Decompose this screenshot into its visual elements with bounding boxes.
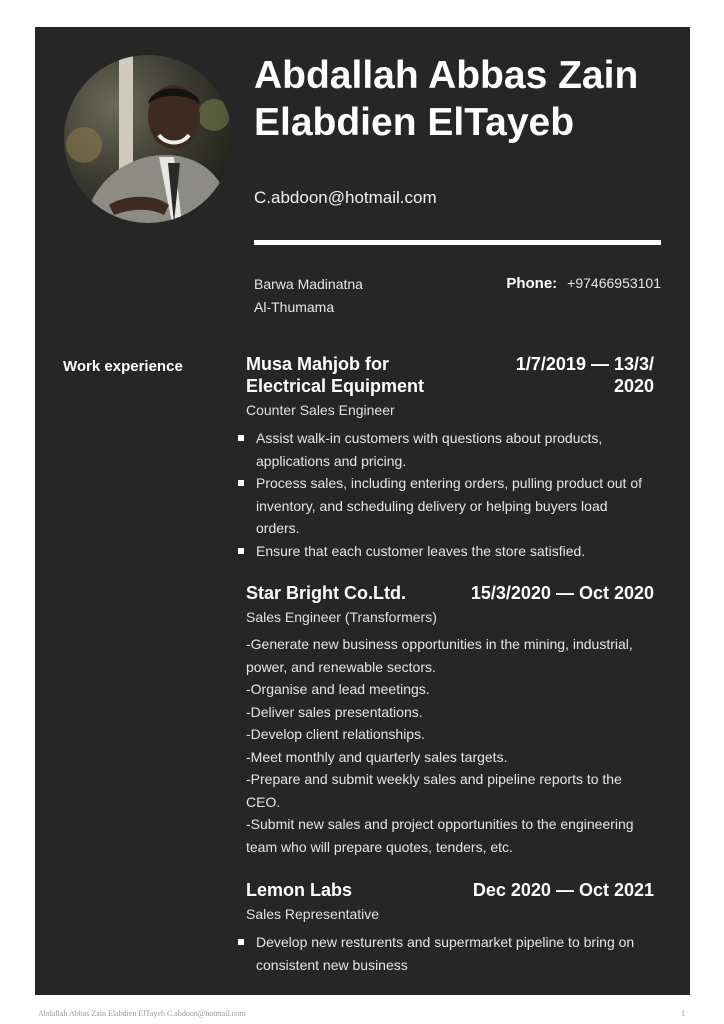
job-company: Lemon Labs: [246, 880, 353, 900]
phone-number: +97466953101: [567, 275, 661, 291]
bullet-icon: [238, 939, 244, 945]
duty-line: -Deliver sales presentations.: [246, 703, 423, 720]
resume-sheet: [35, 27, 690, 995]
phone-label: Phone:: [506, 275, 558, 292]
duty-line: -Generate new business opportunities in the mining, industrial, power, and renewable sectors.: [246, 636, 633, 675]
list-item: [246, 472, 654, 540]
section-title-work-experience: Work experience: [63, 358, 183, 375]
duty-text: Develop new resturents and supermarket pipeline to bring on consistent new business: [256, 934, 635, 973]
address-line: Al-Thumama: [254, 299, 335, 315]
duty-line: -Meet monthly and quarterly sales targets.: [246, 748, 508, 765]
bullet-icon: [238, 480, 244, 486]
profile-photo: [64, 55, 232, 223]
bullet-icon: [238, 435, 244, 441]
address-line: Barwa Madinatna: [254, 276, 363, 292]
duty-text: Process sales, including entering orders, pulling product out of inventory, and scheduling delivery or helping buyers load orders.: [256, 475, 642, 536]
job-dates: Dec 2020 — Oct 2021: [472, 880, 654, 900]
header-divider: [254, 240, 661, 245]
list-item: [246, 931, 654, 976]
duty-line: -Develop client relationships.: [246, 726, 425, 742]
job-company: Musa Mahjob for Electrical Equipment: [246, 354, 425, 396]
duty-text: Ensure that each customer leaves the store satisfied.: [256, 542, 586, 559]
bullet-icon: [238, 548, 244, 554]
phone-block: [506, 275, 661, 292]
job-duties-list: [246, 427, 654, 562]
duty-line: -Organise and lead meetings.: [246, 681, 430, 697]
page-footer-text: Abdallah Abbas Zain Elabdien ElTayeb C.abdoon@hotmail.com: [38, 1009, 246, 1018]
duty-line: -Prepare and submit weekly sales and pipeline reports to the CEO.: [246, 771, 622, 810]
job-role: Sales Representative: [246, 906, 380, 922]
duty-text: Assist walk-in customers with questions about products, applications and pricing.: [256, 430, 603, 469]
address-block: [254, 273, 363, 319]
job-company: Star Bright Co.Ltd.: [246, 583, 406, 603]
duty-line: -Submit new sales and project opportunities to the engineering team who will prepare quotes, tenders, etc.: [246, 816, 634, 855]
job-duties-list: [246, 931, 654, 976]
job-role: Counter Sales Engineer: [246, 402, 395, 418]
job-dates: 15/3/2020 — Oct 2020: [470, 583, 654, 603]
list-item: [246, 540, 654, 563]
list-item: [246, 427, 654, 472]
job-entry: [246, 582, 654, 858]
email-address: C.abdoon@hotmail.com: [254, 188, 437, 207]
job-dates: 1/7/2019 — 13/3/ 2020: [515, 354, 654, 396]
job-entry: [246, 879, 654, 976]
job-entry: [246, 353, 654, 562]
job-duties-text: [246, 633, 654, 858]
job-role: Sales Engineer (Transformers): [246, 609, 437, 625]
candidate-name: Abdallah Abbas Zain Elabdien ElTayeb: [254, 54, 639, 144]
page-number: 1: [681, 1009, 685, 1018]
